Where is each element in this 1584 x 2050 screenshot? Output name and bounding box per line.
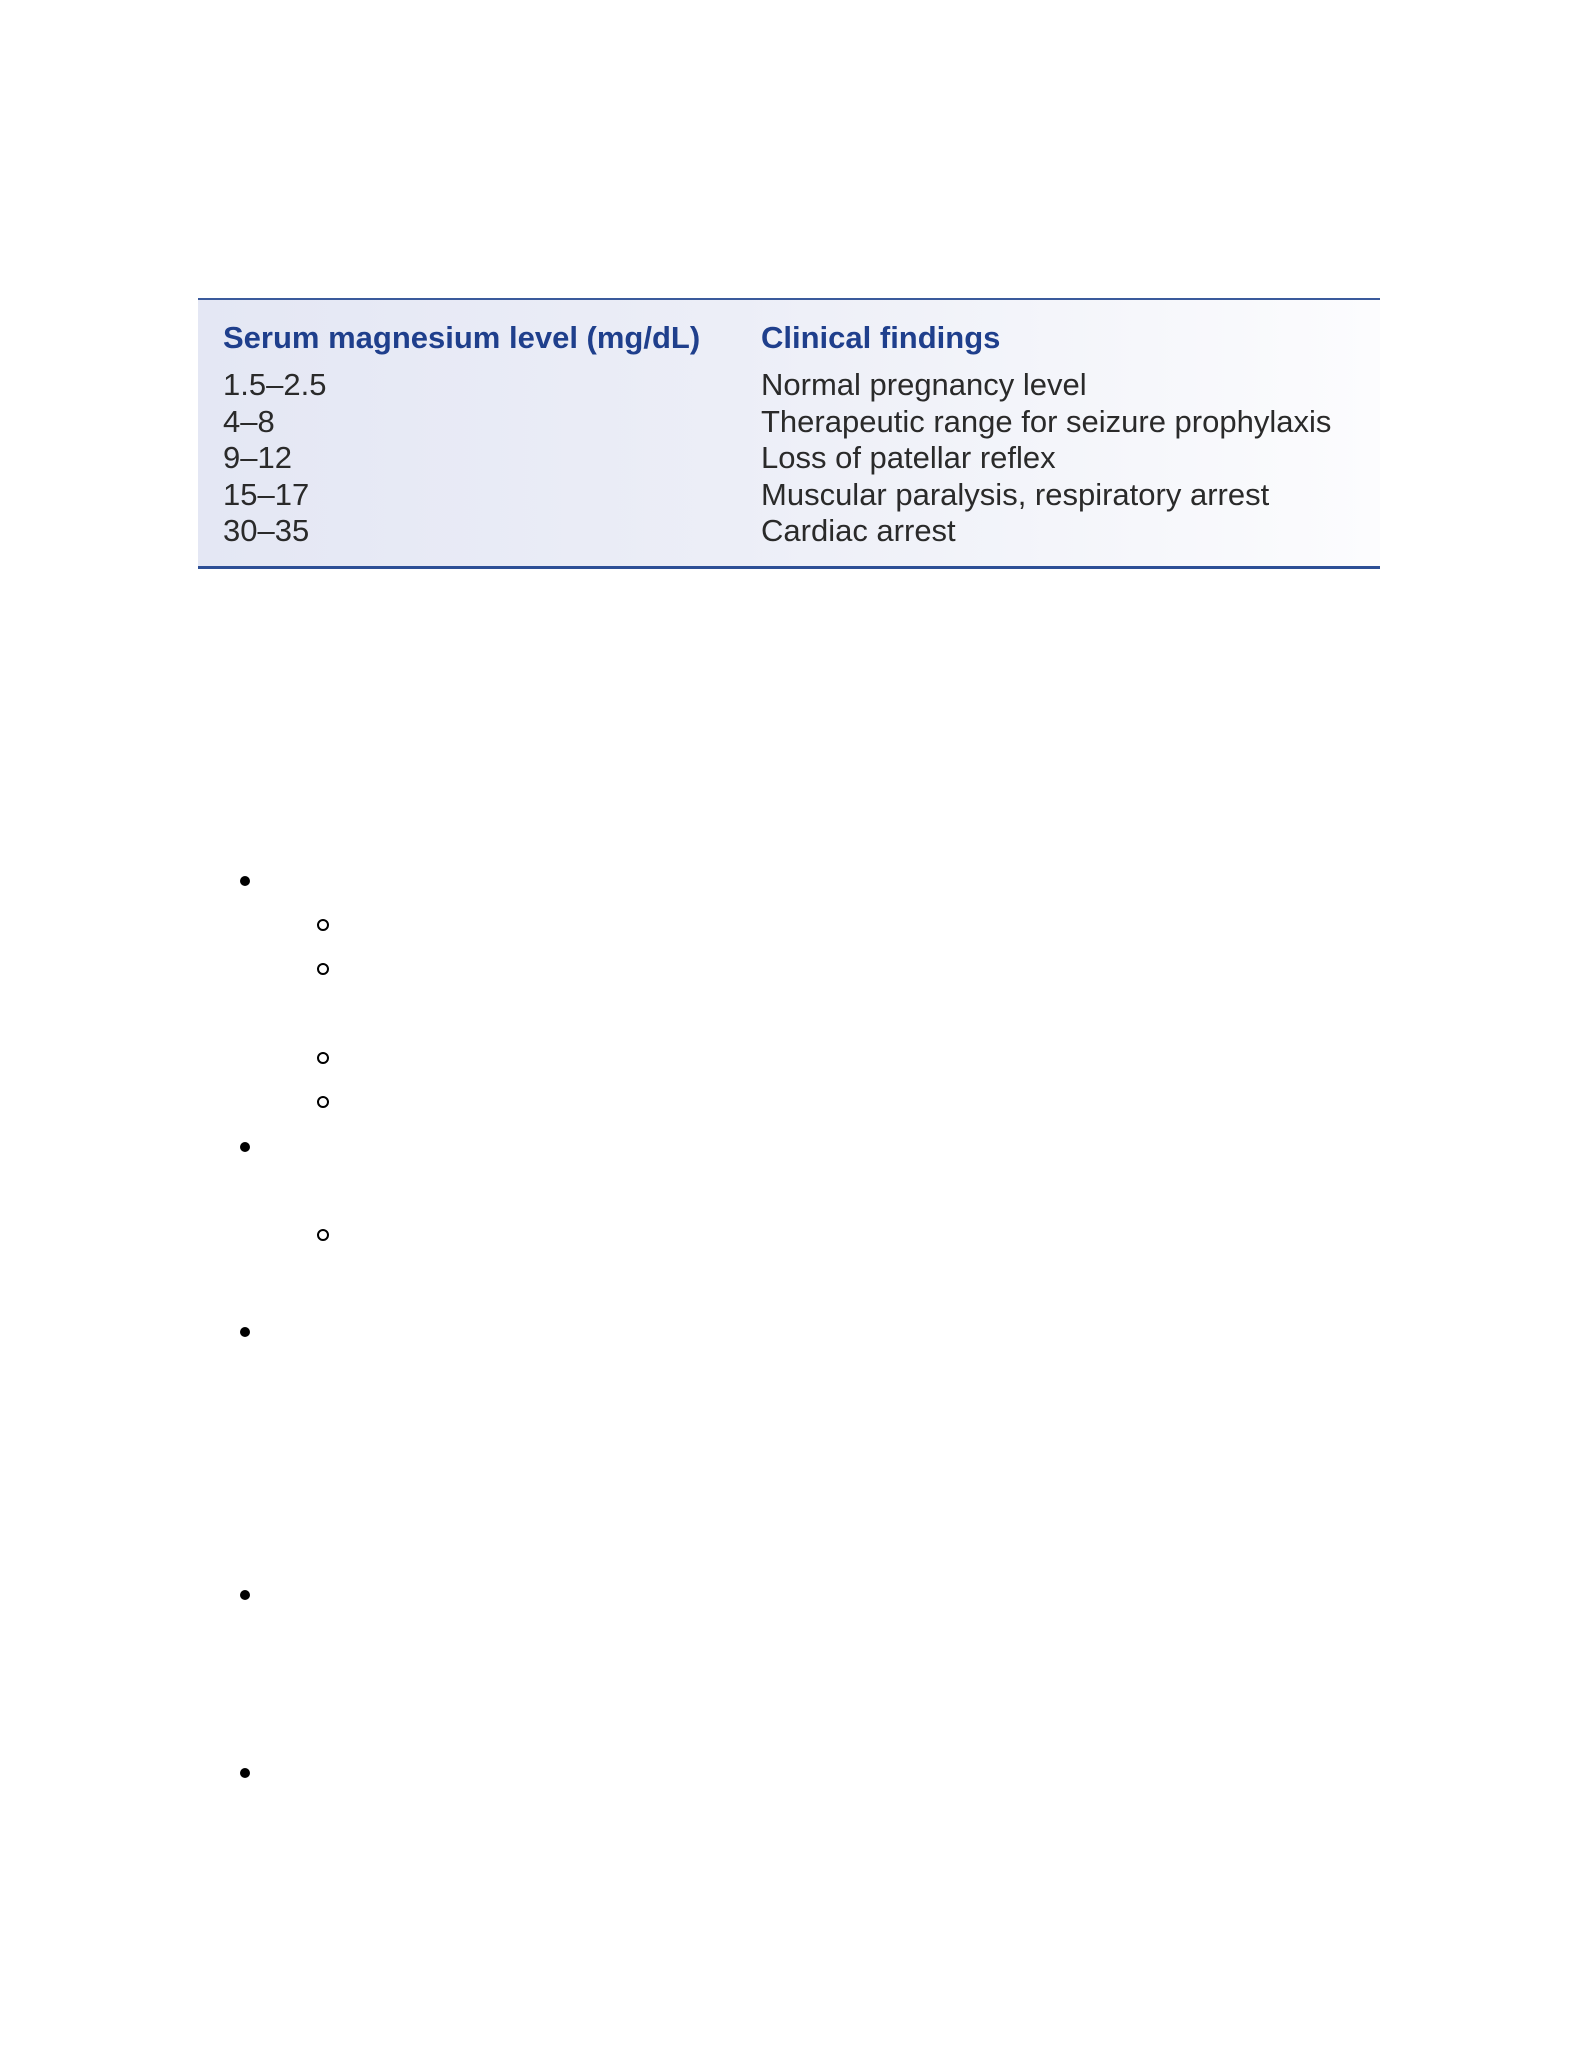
bullet-disc-icon xyxy=(240,1142,250,1152)
level-cell: 30–35 xyxy=(223,513,310,548)
bullet-circle-icon xyxy=(317,1229,329,1241)
column-header-clinical-findings: Clinical findings xyxy=(761,320,1001,355)
level-cell: 4–8 xyxy=(223,403,275,439)
bullet-disc-icon xyxy=(240,1327,250,1337)
level-cell: 9–12 xyxy=(223,440,292,475)
finding-cell: Therapeutic range for seizure prophylaxis xyxy=(761,403,1332,439)
column-header-serum-magnesium-level: Serum magnesium level (mg/dL) xyxy=(223,320,701,355)
finding-cell: Cardiac arrest xyxy=(761,513,956,548)
table-row xyxy=(198,440,1380,477)
table-body xyxy=(198,367,1380,550)
table-row xyxy=(198,404,1380,441)
table-row xyxy=(198,477,1380,514)
bullet-circle-icon xyxy=(317,963,329,975)
level-cell: 15–17 xyxy=(223,476,310,512)
bullet-disc-icon xyxy=(240,1768,250,1778)
finding-cell: Loss of patellar reflex xyxy=(761,440,1056,475)
finding-cell: Normal pregnancy level xyxy=(761,367,1087,402)
bullet-disc-icon xyxy=(240,1590,250,1600)
finding-cell: Muscular paralysis, respiratory arrest xyxy=(761,476,1270,512)
bullet-circle-icon xyxy=(317,1096,329,1108)
bullet-circle-icon xyxy=(317,919,329,931)
level-cell: 1.5–2.5 xyxy=(223,367,327,402)
magnesium-levels-table xyxy=(198,298,1380,569)
bullet-disc-icon xyxy=(240,876,250,886)
bullet-circle-icon xyxy=(317,1052,329,1064)
table-row xyxy=(198,513,1380,550)
table-row xyxy=(198,367,1380,404)
